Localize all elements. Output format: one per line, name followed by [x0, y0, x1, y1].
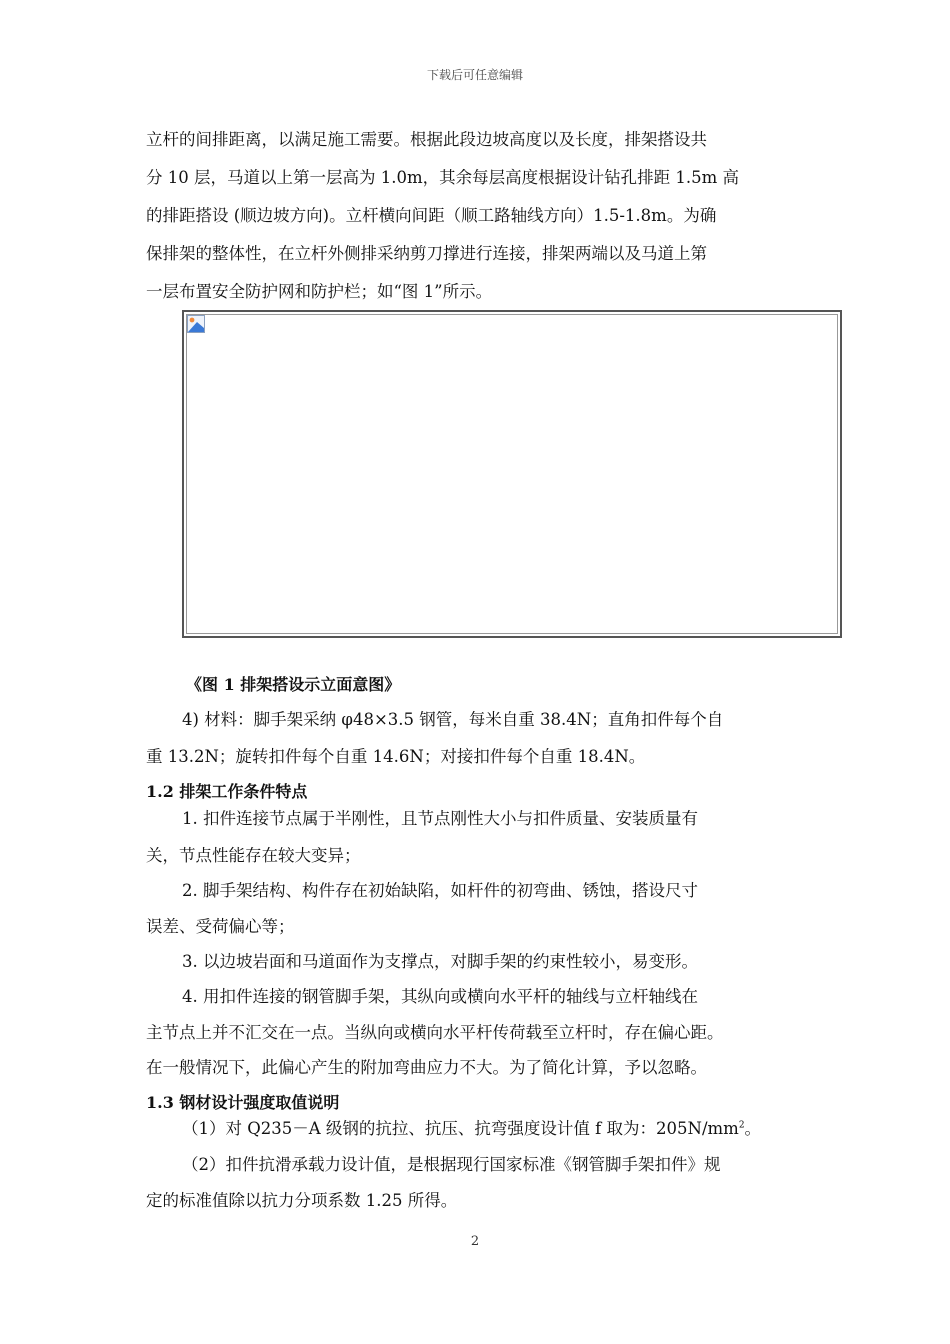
s13-item-2-line-1: （2）扣件抗滑承载力设计值，是根据现行国家标准《钢管脚手架扣件》规 [182, 1155, 721, 1174]
s12-item-2-line-1: 2. 脚手架结构、构件存在初始缺陷，如杆件的初弯曲、锈蚀，搭设尺寸 [182, 881, 698, 900]
intro-line-3: 的排距搭设 (顺边坡方向)。立杆横向间距（顺工路轴线方向）1.5-1.8m。为确 [146, 206, 717, 225]
s13-item-1 [182, 1115, 847, 1139]
s12-item-3-line-1: 3. 以边坡岩面和马道面作为支撑点，对脚手架的约束性较小，易变形。 [182, 952, 698, 971]
s12-item-1-line-1: 1. 扣件连接节点属于半刚性，且节点刚性大小与扣件质量、安装质量有 [182, 809, 698, 828]
section-1-2-heading: 1.2 排架工作条件特点 [146, 782, 308, 801]
s13-item-1-end: 。 [744, 1119, 762, 1138]
intro-line-4: 保排架的整体性，在立杆外侧排采纳剪刀撑进行连接，排架两端以及马道上第 [146, 244, 707, 263]
figure-1-frame [182, 310, 842, 638]
s12-item-4-line-1: 4. 用扣件连接的钢管脚手架，其纵向或横向水平杆的轴线与立杆轴线在 [182, 987, 698, 1006]
s13-item-1-superscript: 2 [738, 1120, 745, 1131]
s12-item-4-line-2: 主节点上并不汇交在一点。当纵向或横向水平杆传荷载至立杆时，存在偏心距。 [146, 1023, 724, 1042]
page-number: 2 [470, 1234, 480, 1249]
intro-line-5: 一层布置安全防护网和防护栏；如“图 1”所示。 [146, 282, 493, 301]
s13-item-2-line-2: 定的标准值除以抗力分项系数 1.25 所得。 [146, 1191, 458, 1210]
figure-1-inner-border [186, 314, 838, 634]
s13-item-1-text: （1）对 Q235－A 级钢的抗拉、抗压、抗弯强度设计值 f 取为：205N/mm [182, 1119, 739, 1138]
intro-line-1: 立杆的间排距离，以满足施工需要。根据此段边坡高度以及长度，排架搭设共 [146, 130, 707, 149]
intro-line-2: 分 10 层，马道以上第一层高为 1.0m，其余每层高度根据设计钻孔排距 1.5m 高 [146, 168, 739, 187]
broken-image-icon [187, 315, 205, 333]
s12-item-2-line-2: 误差、受荷偏心等； [146, 917, 295, 936]
section-1-3-heading: 1.3 钢材设计强度取值说明 [146, 1093, 340, 1112]
s12-item-4-line-3: 在一般情况下，此偏心产生的附加弯曲应力不大。为了简化计算，予以忽略。 [146, 1058, 707, 1077]
figure-1-caption: 《图 1 排架搭设示立面意图》 [186, 675, 401, 694]
materials-line-1: 4) 材料：脚手架采纳 φ48×3.5 钢管，每米自重 38.4N；直角扣件每个自 [182, 710, 724, 729]
materials-line-2: 重 13.2N；旋转扣件每个自重 14.6N；对接扣件每个自重 18.4N。 [146, 747, 646, 766]
page-header-note: 下载后可任意编辑 [426, 68, 523, 82]
s12-item-1-line-2: 关，节点性能存在较大变异； [146, 846, 361, 865]
